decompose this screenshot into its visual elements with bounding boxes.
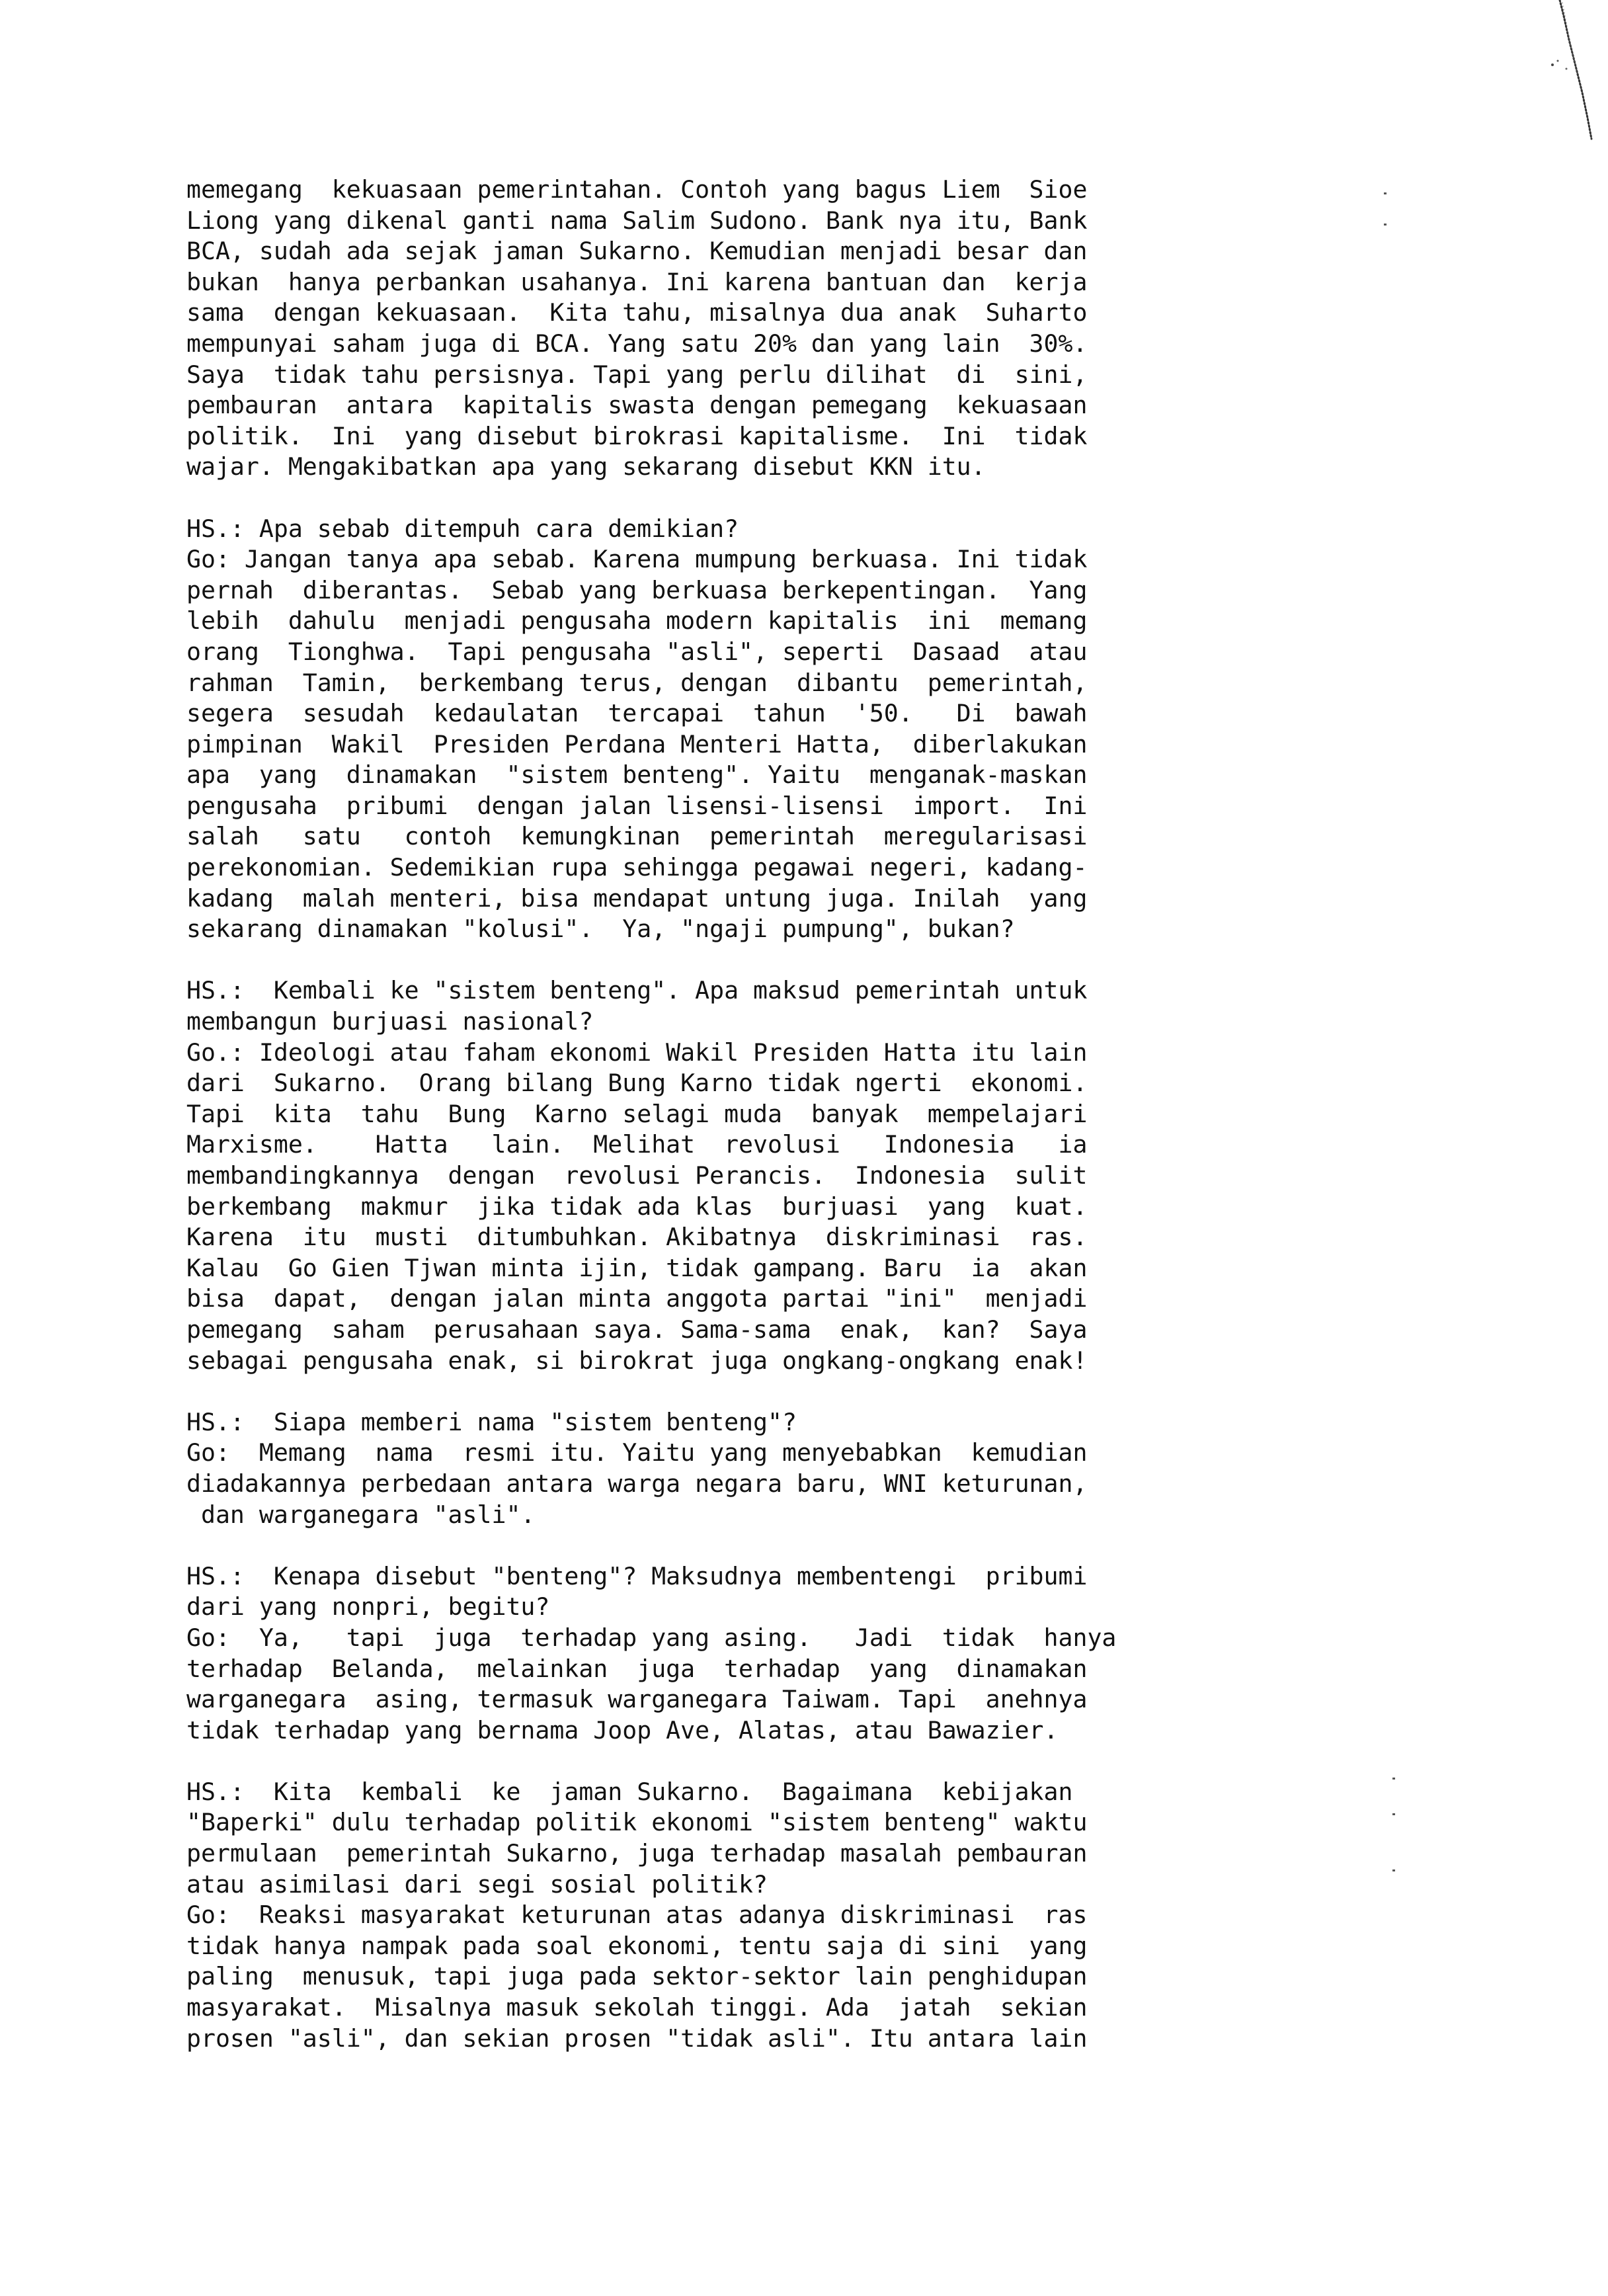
text-line: Liong yang dikenal ganti nama Salim Sudono. Bank nya itu, Bank [186, 206, 1088, 235]
margin-speck [1384, 192, 1387, 194]
margin-speck [1392, 1778, 1395, 1780]
answer-line: Go: Reaksi masyarakat keturunan atas adanya diskriminasi ras [186, 1901, 1088, 1930]
text-line: orang Tionghwa. Tapi pengusaha "asli", seperti Dasaad atau [186, 637, 1088, 666]
text-line: salah satu contoh kemungkinan pemerintah meregularisasi [186, 822, 1088, 851]
paragraph-5 [186, 1561, 1231, 1746]
text-line: pembauran antara kapitalis swasta dengan pemegang kekuasaan [186, 391, 1088, 420]
text-line: terhadap Belanda, melainkan juga terhadap yang dinamakan [186, 1654, 1088, 1683]
text-line: BCA, sudah ada sejak jaman Sukarno. Kemudian menjadi besar dan [186, 237, 1088, 266]
scan-artifact-mark [1550, 0, 1597, 152]
text-line: Tapi kita tahu Bung Karno selagi muda banyak mempelajari [186, 1099, 1088, 1128]
paragraph-6 [186, 1777, 1231, 2054]
text-line: dan warganegara "asli". [186, 1500, 536, 1529]
document-body [186, 175, 1231, 2054]
question-line: HS.: Kembali ke "sistem benteng". Apa maksud pemerintah untuk [186, 976, 1088, 1005]
answer-line: Go: Jangan tanya apa sebab. Karena mumpung berkuasa. Ini tidak [186, 545, 1088, 574]
text-line: membandingkannya dengan revolusi Perancis. Indonesia sulit [186, 1161, 1088, 1190]
question-line: permulaan pemerintah Sukarno, juga terhadap masalah pembauran [186, 1839, 1088, 1868]
text-line: politik. Ini yang disebut birokrasi kapitalisme. Ini tidak [186, 421, 1088, 450]
text-line: sama dengan kekuasaan. Kita tahu, misalnya dua anak Suharto [186, 298, 1088, 327]
text-line: paling menusuk, tapi juga pada sektor-sektor lain penghidupan [186, 1962, 1088, 1991]
text-line: kadang malah menteri, bisa mendapat untung juga. Inilah yang [186, 883, 1088, 913]
question-line: "Baperki" dulu terhadap politik ekonomi "sistem benteng" waktu [186, 1808, 1088, 1837]
question-line: dari yang nonpri, begitu? [186, 1592, 550, 1621]
paragraph-1 [186, 175, 1231, 483]
question-line: atau asimilasi dari segi sosial politik? [186, 1869, 768, 1899]
text-line: pernah diberantas. Sebab yang berkuasa berkepentingan. Yang [186, 575, 1088, 604]
text-line: sekarang dinamakan "kolusi". Ya, "ngaji pumpung", bukan? [186, 915, 1015, 944]
text-line: apa yang dinamakan "sistem benteng". Yaitu menganak-maskan [186, 760, 1088, 790]
question-line: membangun burjuasi nasional? [186, 1007, 594, 1036]
text-line: Saya tidak tahu persisnya. Tapi yang perlu dilihat di sini, [186, 360, 1088, 389]
text-line: segera sesudah kedaulatan tercapai tahun '50. Di bawah [186, 699, 1088, 728]
text-line: berkembang makmur jika tidak ada klas burjuasi yang kuat. [186, 1192, 1088, 1221]
answer-line: Go.: Ideologi atau faham ekonomi Wakil Presiden Hatta itu lain [186, 1038, 1088, 1067]
paragraph-3 [186, 975, 1231, 1376]
margin-speck [1392, 1813, 1395, 1815]
text-line: dari Sukarno. Orang bilang Bung Karno tidak ngerti ekonomi. [186, 1069, 1088, 1098]
paragraph-2 [186, 514, 1231, 945]
text-line: sebagai pengusaha enak, si birokrat juga ongkang-ongkang enak! [186, 1346, 1088, 1375]
question-line: HS.: Siapa memberi nama "sistem benteng"? [186, 1407, 797, 1436]
text-line: prosen "asli", dan sekian prosen "tidak asli". Itu antara lain [186, 2024, 1088, 2053]
paragraph-gap [186, 483, 1231, 514]
question-line: HS.: Kenapa disebut "benteng"? Maksudnya membentengi pribumi [186, 1561, 1088, 1590]
question-line: HS.: Apa sebab ditempuh cara demikian? [186, 514, 739, 543]
text-line: memegang kekuasaan pemerintahan. Contoh yang bagus Liem Sioe [186, 175, 1088, 204]
question-line: HS.: Kita kembali ke jaman Sukarno. Bagaimana kebijakan [186, 1777, 1073, 1806]
text-line: Marxisme. Hatta lain. Melihat revolusi Indonesia ia [186, 1130, 1088, 1159]
text-line: masyarakat. Misalnya masuk sekolah tinggi. Ada jatah sekian [186, 1993, 1088, 2022]
margin-speck [1392, 1869, 1395, 1871]
text-line: tidak terhadap yang bernama Joop Ave, Alatas, atau Bawazier. [186, 1715, 1059, 1744]
paragraph-gap [186, 1376, 1231, 1407]
text-line: lebih dahulu menjadi pengusaha modern kapitalis ini memang [186, 606, 1088, 636]
text-line: diadakannya perbedaan antara warga negara baru, WNI keturunan, [186, 1469, 1088, 1498]
text-line: pimpinan Wakil Presiden Perdana Menteri Hatta, diberlakukan [186, 729, 1088, 758]
text-line: Kalau Go Gien Tjwan minta ijin, tidak gampang. Baru ia akan [186, 1253, 1088, 1282]
text-line: warganegara asing, termasuk warganegara Taiwam. Tapi anehnya [186, 1685, 1088, 1714]
text-line: bisa dapat, dengan jalan minta anggota partai "ini" menjadi [186, 1284, 1088, 1313]
answer-line: Go: Memang nama resmi itu. Yaitu yang menyebabkan kemudian [186, 1438, 1088, 1467]
paragraph-gap [186, 1746, 1231, 1777]
text-line: mempunyai saham juga di BCA. Yang satu 20% dan yang lain 30%. [186, 329, 1088, 358]
answer-line: Go: Ya, tapi juga terhadap yang asing. Jadi tidak hanya [186, 1623, 1117, 1652]
paragraph-gap [186, 945, 1231, 976]
text-line: perekonomian. Sedemikian rupa sehingga pegawai negeri, kadang- [186, 853, 1088, 882]
text-line: tidak hanya nampak pada soal ekonomi, tentu saja di sini yang [186, 1931, 1088, 1960]
text-line: wajar. Mengakibatkan apa yang sekarang disebut KKN itu. [186, 452, 986, 481]
text-line: rahman Tamin, berkembang terus, dengan dibantu pemerintah, [186, 668, 1088, 697]
margin-speck [1384, 224, 1387, 226]
text-line: pengusaha pribumi dengan jalan lisensi-lisensi import. Ini [186, 791, 1088, 820]
paragraph-4 [186, 1407, 1231, 1530]
text-line: bukan hanya perbankan usahanya. Ini karena bantuan dan kerja [186, 267, 1088, 296]
paragraph-gap [186, 1530, 1231, 1561]
text-line: pemegang saham perusahaan saya. Sama-sama enak, kan? Saya [186, 1315, 1088, 1344]
text-line: Karena itu musti ditumbuhkan. Akibatnya diskriminasi ras. [186, 1223, 1088, 1252]
